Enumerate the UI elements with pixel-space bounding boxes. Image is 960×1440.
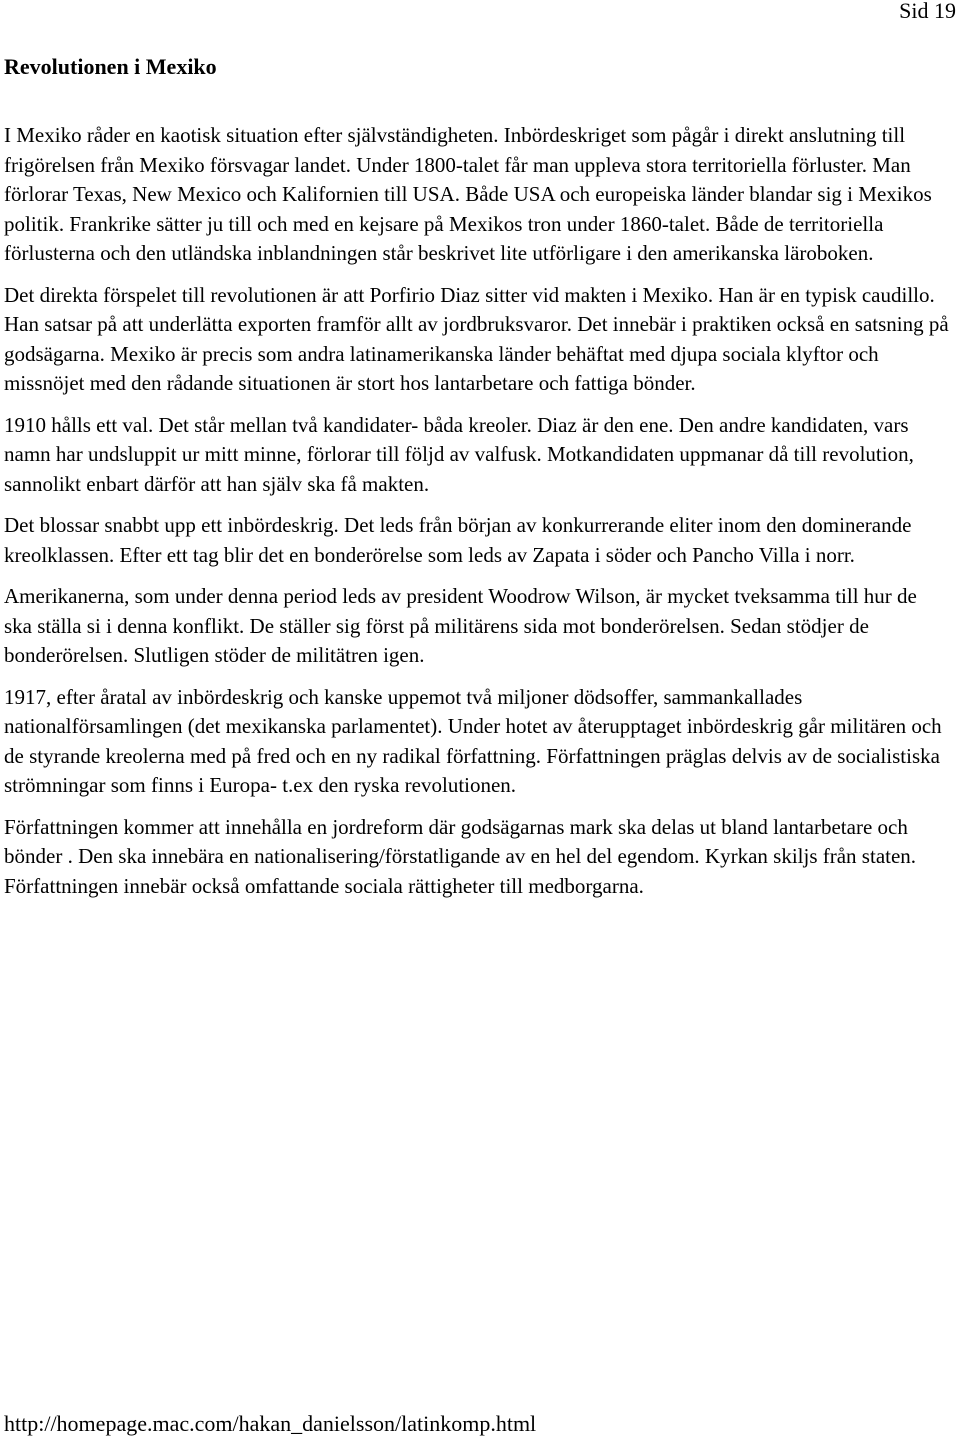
paragraph <box>4 281 950 399</box>
paragraph <box>4 683 950 801</box>
footer-url: http://homepage.mac.com/hakan_danielsson/latinkomp.html <box>4 1411 537 1436</box>
page-number: Sid 19 <box>899 0 956 23</box>
document-body <box>4 121 950 913</box>
paragraph <box>4 813 950 902</box>
paragraph <box>4 121 950 269</box>
paragraph <box>4 411 950 500</box>
paragraph-text: 1910 hålls ett val. Det står mellan två kandidater- båda kreoler. Diaz är den ene. Den andre kandidaten, vars namn har undsluppit ur mitt minne, förlorar till följd av valfusk. Motkandidaten uppmanar då till revolution, sannolikt enbart därför att han själv ska få makten. <box>4 412 914 496</box>
paragraph-text: Amerikanerna, som under denna period leds av president Woodrow Wilson, är mycket tveksamma till hur de ska ställa si i denna konflikt. De ställer sig först på militärens sida mot bonderörelsen. Sedan stödjer de bonderörelsen. Slutligen stöder de militätren igen. <box>4 584 917 667</box>
paragraph <box>4 511 950 570</box>
paragraph-text: Författningen kommer att innehålla en jordreform där godsägarnas mark ska delas ut bland lantarbetare och bönder . Den ska innebära en nationalisering/förstatligande av en hel del egendom. Kyrkan skiljs från staten. Författningen innebär också omfattande sociala rättigheter till medborgarna. <box>4 814 917 898</box>
paragraph-text: Det direkta förspelet till revolutionen är att Porfirio Diaz sitter vid makten i Mexiko. Han är en typisk caudillo. Han satsar på att underlätta exporten framför allt av jordbruksvaror. Det innebär i praktiken också en satsning på godsägarna. Mexiko är precis som andra latinamerikanska länder behäftat med djupa sociala klyftor och missnöjet med den rådande situationen är stort hos lantarbetare och fattiga bönder. <box>4 282 949 395</box>
paragraph-text: 1917, efter åratal av inbördeskrig och kanske uppemot två miljoner dödsoffer, sammankallades nationalförsamlingen (det mexikanska parlamentet). Under hotet av återupptaget inbördeskrig går militären och de styrande kreolerna med på fred och en ny radikal författning. Författningen präglas delvis av de socialistiska strömningar som finns i Europa- t.ex den ryska revolutionen. <box>4 684 942 797</box>
paragraph-text: Både USA och europeiska länder blandar sig i Mexikos politik. Frankrike sätter ju till och med en kejsare på Mexikos tron under 1860-talet. Både de territoriella förlusterna och den utländska inblandningen står beskrivet lite utförligare i den amerikanska läroboken. <box>4 182 932 265</box>
paragraph <box>4 582 950 671</box>
document-title: Revolutionen i Mexiko <box>4 54 217 79</box>
paragraph-text: Det blossar snabbt upp ett inbördeskrig. Det leds från början av konkurrerande eliter inom den dominerande kreolklassen. Efter ett tag blir det en bonderörelse som leds av Zapata i söder och Pancho Villa i norr. <box>4 513 912 567</box>
paragraph-text: I Mexiko råder en kaotisk situation efter självständigheten. Inbördeskriget som pågår i direkt anslutning till frigörelsen från Mexiko försvagar landet. Under 1800-talet får man uppleva stora territoriella förluster. Man förlorar Texas, New Mexico och Kalifornien till USA. <box>4 123 911 206</box>
